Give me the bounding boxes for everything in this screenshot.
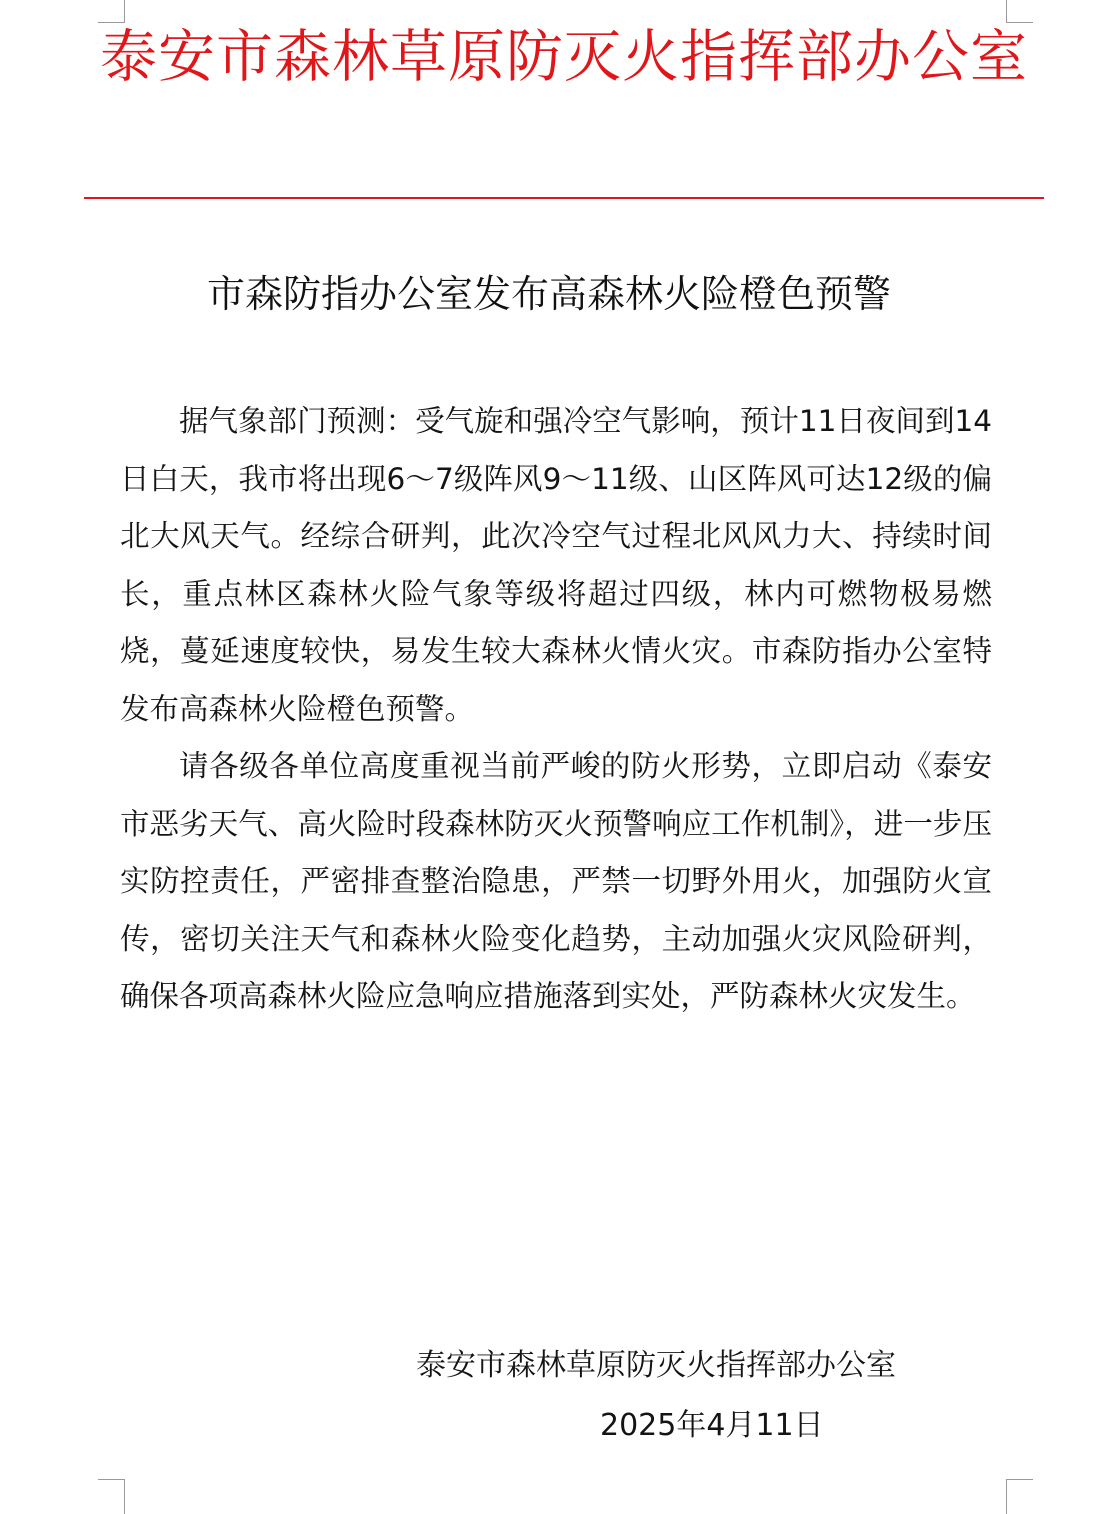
document-title: 市森防指办公室发布高森林火险橙色预警 (206, 272, 891, 316)
page-corner-mark-bottom-right (1006, 1479, 1033, 1514)
signature-organization: 泰安市森林草原防灭火指挥部办公室 (416, 1348, 896, 1383)
page-corner-mark-bottom-left (98, 1479, 125, 1514)
body-paragraph-forecast: 据气象部门预测：受气旋和强冷空气影响，预计11日夜间到14日白天，我市将出现6～7级阵风9～11级、山区阵风可达12级的偏北大风天气。经综合研判，此次冷空气过程北风风力大、持续时间长，重点林区森林火险气象等级将超过四级，林内可燃物极易燃烧，蔓延速度较快，易发生较大森林火情火灾。市森防指办公室特发布高森林火险橙色预警。 (120, 404, 992, 726)
red-masthead-title: 泰安市森林草原防灭火指挥部办公室 (100, 24, 1028, 90)
signature-date: 2025年4月11日 (600, 1408, 824, 1443)
document-body (120, 393, 992, 1026)
red-separator-line (84, 197, 1044, 199)
body-paragraph-requirements: 请各级各单位高度重视当前严峻的防火形势，立即启动《泰安市恶劣天气、高火险时段森林防灭火预警响应工作机制》，进一步压实防控责任，严密排查整治隐患，严禁一切野外用火，加强防火宣传，密切关注天气和森林火险变化趋势，主动加强火灾风险研判，确保各项高森林火险应急响应措施落到实处，严防森林火灾发生。 (120, 749, 992, 1013)
